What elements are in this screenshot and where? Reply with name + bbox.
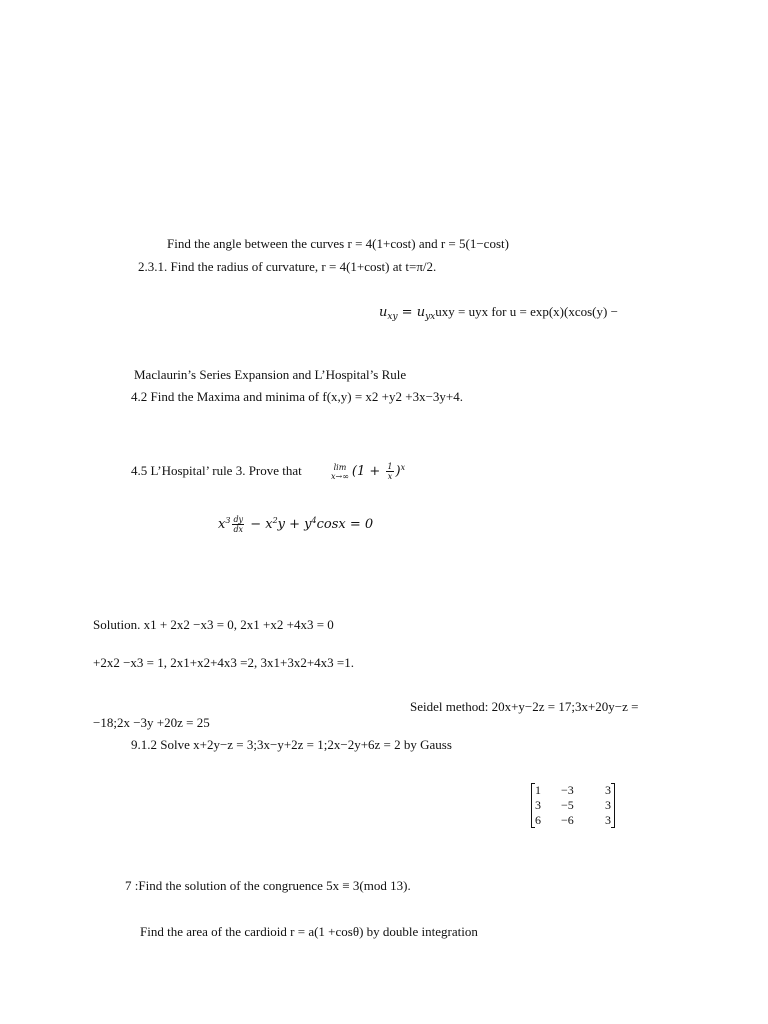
fraction-dy-dx: $\frac{dy}{dx}$: [233, 515, 244, 534]
math-u: u: [379, 305, 388, 320]
solution-system-homogeneous: Solution. x1 + 2x2 −x3 = 0, 2x1 +x2 +4x3 = 0: [93, 617, 334, 632]
matrix-cell: 3: [605, 798, 611, 812]
limit-expression: lim x→∞ (1 + $\frac{1}{x}$ )$^x$: [331, 462, 406, 481]
matrix-3x3: [531, 783, 615, 828]
matrix-cell: −6: [561, 813, 574, 827]
question-congruence: 7 :Find the solution of the congruence 5x ≡ 3(mod 13).: [125, 878, 411, 893]
lhospital-text: 4.5 L’Hospital’ rule 3. Prove that: [131, 463, 302, 478]
question-lhospital: [131, 460, 405, 481]
question-maxima-minima: 4.2 Find the Maxima and minima of f(x,y) = x2 +y2 +3x−3y+4.: [131, 389, 464, 404]
fraction-one-over-x: $\frac{1}{x}$: [387, 462, 393, 481]
matrix-cell: 3: [535, 798, 541, 812]
matrix-cell: 3: [605, 813, 611, 827]
differential-equation: $x^3$ $\frac{dy}{dx}$ − $x^2y + y^4\cos x = 0$: [218, 515, 374, 534]
matrix-cell: −3: [561, 783, 574, 797]
question-radius-of-curvature: 2.3.1. Find the radius of curvature, r = 4(1+cost) at t=π/2.: [138, 259, 437, 274]
math-equals: =: [397, 305, 417, 320]
math-u: u: [416, 305, 426, 320]
matrix-cell: 1: [535, 783, 541, 797]
matrix-cell: −5: [561, 798, 574, 812]
question-cardioid-area: Find the area of the cardioid r = a(1 +cosθ) by double integration: [140, 924, 478, 939]
mixed-partials-text: uxy = uyx for u = exp(x)(xcos(y) −: [435, 304, 618, 319]
question-angle-between-curves: Find the angle between the curves r = 4(1+cost) and r = 5(1−cost): [167, 236, 509, 251]
section-heading-maclaurin: Maclaurin’s Series Expansion and L’Hospital’s Rule: [134, 367, 407, 382]
matrix-cell: 6: [535, 813, 541, 827]
question-mixed-partials: [379, 304, 618, 325]
question-seidel-method: Seidel method: 20x+y−2z = 17;3x+20y−z =: [410, 699, 639, 714]
question-gauss: 9.1.2 Solve x+2y−z = 3;3x−y+2z = 1;2x−2y+6z = 2 by Gauss: [131, 737, 452, 752]
question-seidel-continued: −18;2x −3y +20z = 25: [93, 715, 210, 730]
math-sub-xy: xy: [387, 312, 398, 322]
matrix-cell: 3: [605, 783, 611, 797]
math-sub-yx: yx: [425, 312, 436, 322]
system-nonhomogeneous: +2x2 −x3 = 1, 2x1+x2+4x3 =2, 3x1+3x2+4x3 =1.: [93, 655, 354, 670]
limit-operator: lim x→∞: [331, 462, 349, 481]
